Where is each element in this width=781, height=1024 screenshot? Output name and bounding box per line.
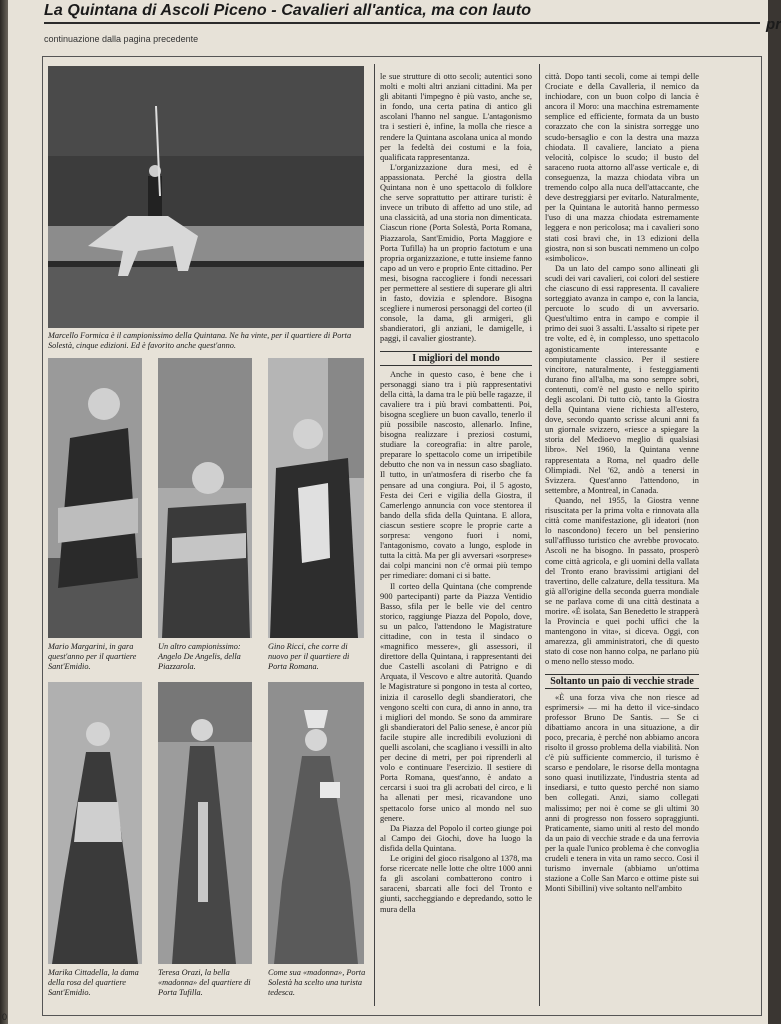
page-edge: [0, 0, 8, 1024]
photo-knight-margarini: [48, 358, 142, 638]
photo-lady-orazi: [158, 682, 252, 964]
caption-cittadella: Marika Cittadella, la dama della rosa del quartiere Sant'Emidio.: [48, 968, 139, 997]
photo-lady-solesta: [268, 682, 364, 964]
caption-solesta: Come sua «madonna», Porta Solestà ha scelto una turista tedesca.: [268, 968, 366, 997]
continuation-note: continuazione dalla pagina precedente: [44, 34, 199, 44]
column-divider: [539, 64, 540, 1006]
photo-knight-ricci: [268, 358, 364, 638]
paragraph: Da un lato del campo sono allineati gli scudi dei vari cavalieri, coi colori del sestiere che ciascuno di essi rappresenta. Il cavaliere sorteggiato avanza in campo e, con la lancia, percuote lo scudo di un avversario. Quest'ultimo entra in campo e compie il primo dei suoi 3 assalti. L'assalto si ripete per tre volte, ed è, in complesso, uno spettacolo agonisticamente interessante e compiutamente classico. Per il sestiere vincitore, naturalmente, i festeggiamenti durano fino all'alba, ma sono sempre sobri, contenuti, com'è nel gusto e nello spirito degli ascolani. Di tutto ciò, tanto la Giostra della Quintana viene richiesta all'estero, dove, secondo quanto scrisse alcuni anni fa un giornale svizzero, «riesce a spiegare la storia del Medioevo meglio di qualsiasi libro». Nel 1960, la Quintana venne rappresentata a Roma, nel quadro delle Olimpiadi. Nel '62, andò a tenersi in Svizzera. Quest'anno l'attendono, in settembre, a Montreal, in Canada.: [545, 263, 699, 495]
caption-margarini: Mario Margarini, in gara quest'anno per il quartiere Sant'Emidio.: [48, 642, 137, 671]
photo-knight-deangelis: [158, 358, 252, 638]
paragraph: Da Piazza del Popolo il corteo giunge poi al Campo dei Giochi, dove ha luogo la disfida della Quintana.: [380, 823, 532, 853]
paragraph: Anche in questo caso, è bene che i personaggi siano tra i più rappresentativi della città, la dama tra le più belle ragazze, il cavaliere tra i più bravi combattenti. Poi, bisogna scegliere un buon cavallo, tenerlo il più possibile nascosto, allenarlo. Infine, bisogna realizzare i preziosi costumi, studiare la coreografia: in altre parole, preparare lo spettacolo come un irripetibile debutto che non va in nessun caso sbagliato. Il tutto, in un'atmosfera di riserbo che fa pensare ad una congiura. Poi, il 5 agosto, Festa dei Ceri e vigilia della Giostra, il Camerlengo annuncia con voce stentorea il bando della sfida della Quintana. E allora, ciascun sestiere scopre le proprie carte a sorpresa: vengono fuori i nomi, l'antagonismo, covato a lungo, esplode in tutta la città. Ma per gli avversari «sorprese» dai colpi mancini non c'è ormai più tempo per rimediare: domani ci si batte.: [380, 369, 532, 581]
headline-rule: [44, 22, 760, 24]
magazine-page: [8, 0, 781, 1024]
paragraph: Il corteo della Quintana (che comprende 900 partecipanti) parte da Piazza Ventidio Basso, sfila per le belle vie del centro storico, raggiunge Piazza del Popolo, dove, su un palco, l'attendono le Magistrature cittadine, con in testa il sindaco o «magnifico messere», gli assessori, il direttore della Quintana, i rappresentanti dei due Castelli ascolani di Patrigno e di Arquata, il Vescovo e altre autorità. Quando le Magistrature si pongono in testa al corteo, inizia il carosello degli sbandieratori, che vengono scelti con cura, di anno in anno, tra i migliori del mondo. Se sono da ammirare gli sbandieratori del Palio senese, è ancor più facile stupire alle incredibili evoluzioni di quelli ascolani, che scagliano i vessilli in alto per decine di metri, per poi riprenderli al volo e continuare l'esercizio. Il sestiere di Porta Romana, quest'anno, è andato a cercarsi i suoi tra gli acrobati del circo, e li ha allenati per mesi, ricavandone uno spettacolo forse unico al mondo nel suo genere.: [380, 581, 532, 823]
subheading-strade: Soltanto un paio di vecchie strade: [545, 674, 699, 689]
headline-overflow: pr: [766, 16, 781, 33]
caption-main: Marcello Formica è il campionissimo della Quintana. Ne ha vinte, per il quartiere di Porta Solestà, cinque edizioni. Ed è favorito anche quest'anno.: [48, 331, 352, 350]
article-column-1: [380, 72, 532, 1010]
paragraph: L'organizzazione dura mesi, ed è appassionata. Perché la giostra della Quintana non è uno spettacolo di folklore che serve soprattutto per attirare turisti: è invece un tributo di affetto ad uno stile, ad una classicità, ad una storia non dimenticata. Ciascun rione (Porta Solestà, Porta Romana, Piazzarola, Sant'Emidio, Porta Maggiore e Porta Tufilla) ha un proprio factotum e una propria organizzazione, e tutte insieme fanno capo ad un vero e proprio Ente cittadino. Per mesi, bisogna raccogliere i fondi necessari per permettere al sestiere di superare gli altri in fasto, dovizia e splendore. Bisogna scegliere i numerosi personaggi del corteo (il console, la dama, gli armigeri, gli sbandieratori, gli anziani, le damigelle, i paggi, il cavalier giostrante).: [380, 162, 532, 344]
page-number: 0: [2, 1012, 8, 1022]
column-divider: [374, 64, 375, 1006]
caption-deangelis: Un altro campionissimo: Angelo De Angelis, della Piazzarola.: [158, 642, 241, 671]
headline: La Quintana di Ascoli Piceno - Cavalieri all'antica, ma con lauto pr: [44, 2, 781, 33]
caption-ricci: Gino Ricci, che corre di nuovo per il quartiere di Porta Romana.: [268, 642, 350, 671]
photo-lady-cittadella: [48, 682, 142, 964]
photo-jousting-knight: [48, 66, 364, 328]
article-column-2: [545, 72, 699, 1010]
paragraph: «È una forza viva che non riesce ad esprimersi» — mi ha detto il vice-sindaco professor Bruno De Santis. — Se ci dibattiamo ancora in una situazione, a dir poco, precaria, è perché non abbiamo ancora risolto il grosso problema della viabilità. Non c'è più sufficiente commercio, il turismo è scarso e pendolare, le risorse della montagna sono quasi inutilizzate, l'industria stenta ad insediarsi, e tutto questo perché non siamo ben collegati. Anzi, siamo collegati malissimo; per noi è come se gli ultimi 30 anni di progresso non fossero sopraggiunti. Praticamente, siamo uniti al resto del mondo da un paio di vecchie strade e da una ferrovia per la quale l'unico problema è che convoglia crudeli e tenera in vita un ramo secco. Cosi il turismo invernale (abbiamo un'ottima stazione a Colle San Marco e ottime piste sui Monti Sibillini) vive soltanto nell'ambito: [545, 692, 699, 894]
paragraph: Le origini del gioco risalgono al 1378, ma forse ricercate nelle lotte che oltre 1000 anni fa gli ascolani combatterono contro i saraceni, sbarcati alle foci del Tronto e giunti, saccheggiando e depredando, sotto le mura della: [380, 854, 532, 914]
caption-orazi: Teresa Orazi, la bella «madonna» del quartiere di Porta Tufilla.: [158, 968, 251, 997]
paragraph: le sue strutture di otto secoli; autentici sono molti e molti altri anziani cittadini. Ma per gli abitanti l'impegno è più vasto, anche se, in fondo, una certa patina di antico gli ascolani l'hanno nel sangue. L'antagonismo tra i sestieri è, infine, la molla che riesce a rendere la Quintana ascolana unica al mondo per la fedeltà dei costumi e la foia, qualificata rappresentanza.: [380, 72, 532, 162]
paragraph: città. Dopo tanti secoli, come ai tempi delle Crociate e della Cavalleria, il nemico da inchiodare, con un buon colpo di lancia è ancora il Moro: una macchina estremamente semplice ed efficiente, formata da un busto corazzato che con la sinistra sorregge uno scudo-bersaglio e con la destra una mazza chiodata. Il cavaliere, lanciato a piena velocità, colpisce lo scudo; il busto del saraceno ruota attorno all'asse verticale e, di conseguenza, la mazza chiodata vibra un tremendo colpo alla nuca dell'attaccante, che deve destreggiarsi per evitarlo. Naturalmente, per la Quintana le autorità hanno permesso l'uso di una mazza chiodata estremamente leggera e non pericolosa; ma i cavalieri sono stati così bravi che, in 13 edizioni della giostra, non si son buscati nemmeno un colpo «simbolico».: [545, 72, 699, 263]
subheading-migliori: I migliori del mondo: [380, 351, 532, 366]
paragraph: Quando, nel 1955, la Giostra venne risuscitata per la prima volta e rinnovata alla città come manifestazione, gli ideatori (non lo nascondono) fecero un bel pensierino sull'afflusso turistico che avrebbe provocato. Ascoli ne ha bisogno. In passato, prosperò come città agricola, e gli uomini della vallata del Tronto erano bravissimi artigiani del travertino, delle calzature, della tessitura. Ma già all'origine della seconda guerra mondiale se ne parlava come di una città destinata a morire. «È isolata, San Benedetto le strapperà la Provincia e quei pochi uffici che la mantengono in vita», si diceva. Oggi, con amarezza, gli amministratori, che di questo stato di cose non hanno colpa, ne parlano più o meno nello stesso modo.: [545, 495, 699, 667]
